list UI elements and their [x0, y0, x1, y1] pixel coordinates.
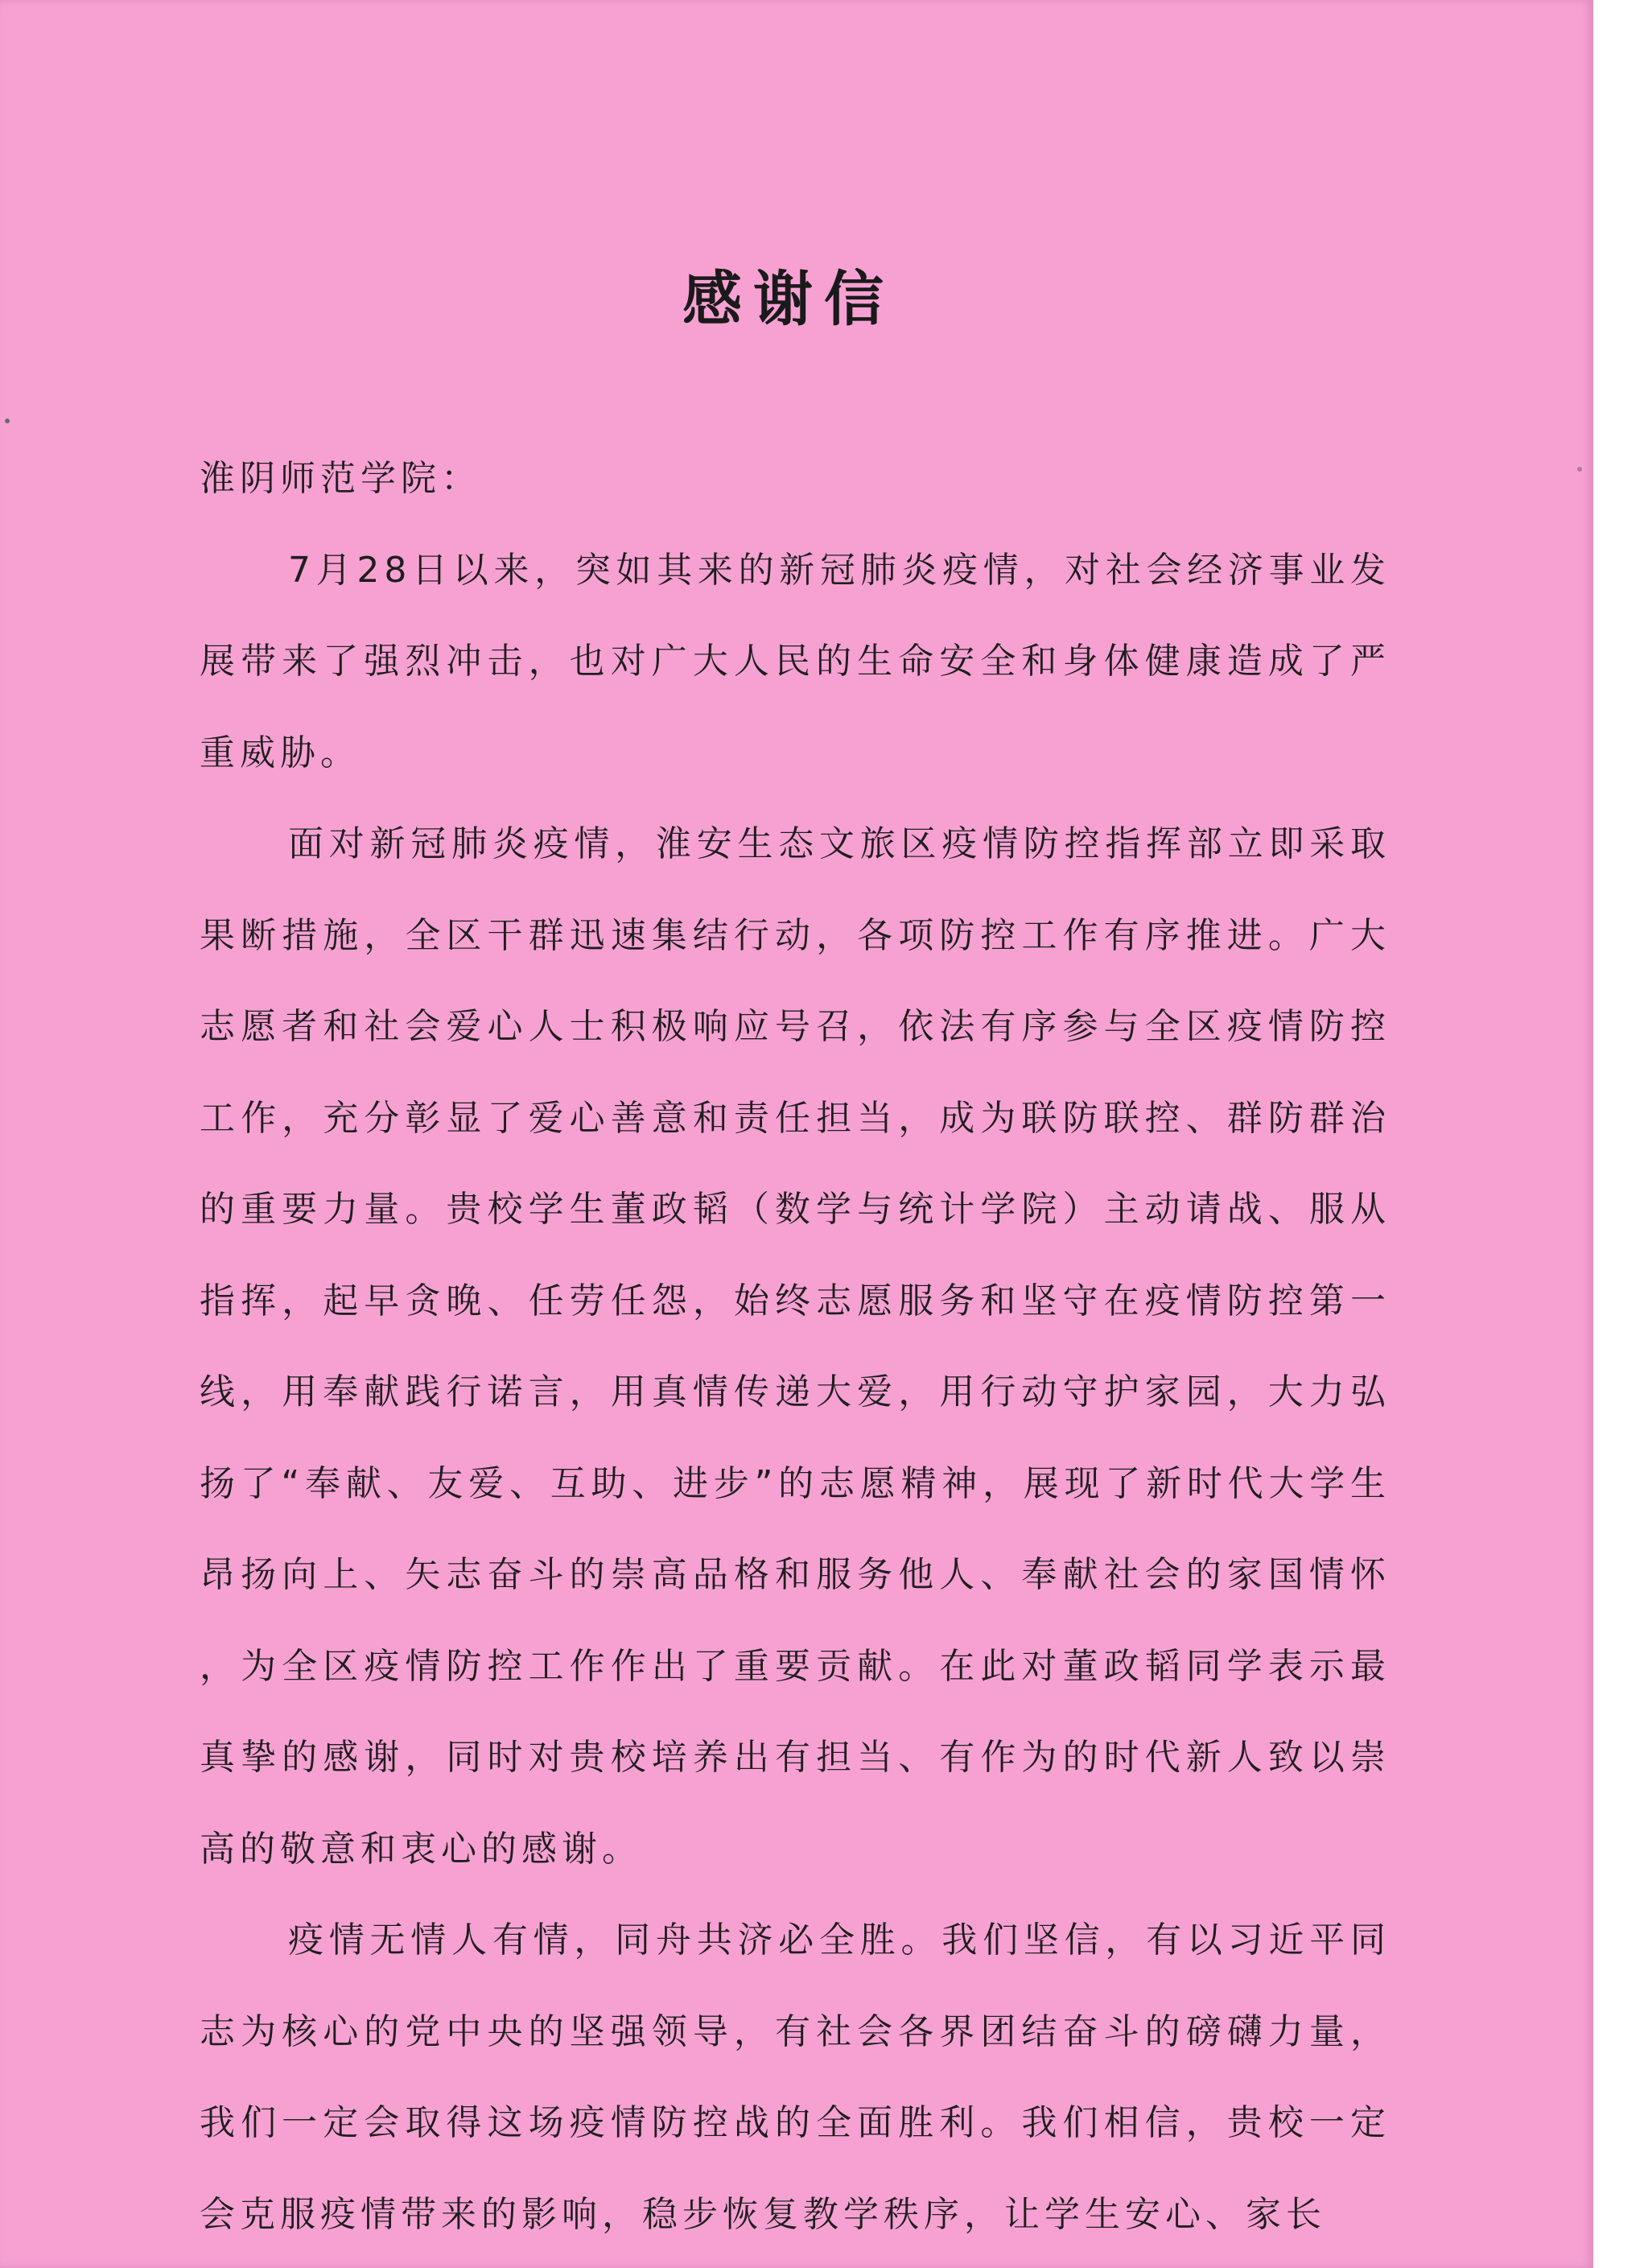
letter-paragraph-3: 疫情无情人有情，同舟共济必全胜。我们坚信，有以习近平同志为核心的党中央的坚强领导，有社会各界团结奋斗的磅礴力量，我们一定会取得这场疫情防控战的全面胜利。我们相信，贵校一定会克服疫情带来的影响，稳步恢复教学秩序，让学生安心、家长 — [200, 1920, 1390, 2235]
letter-title: 感谢信 — [682, 265, 895, 334]
letter-paragraph-2: 面对新冠肺炎疫情，淮安生态文旅区疫情防控指挥部立即采取果断措施，全区干群迅速集结行动，各项防控工作有序推进。广大志愿者和社会爱心人士积极响应号召，依法有序参与全区疫情防控工作，充分彰显了爱心善意和责任担当，成为联防联控、群防群治的重要力量。贵校学生董政韬（数学与统计学院）主动请战、服从指挥，起早贪晚、任劳任怨，始终志愿服务和坚守在疫情防控第一线，用奉献践行诺言，用真情传递大爱，用行动守护家园，大力弘扬了“奉献、友爱、互助、进步”的志愿精神，展现了新时代大学生昂扬向上、矢志奋斗的崇高品格和服务他人、奉献社会的家国情怀，为全区疫情防控工作作出了重要贡献。在此对董政韬同学表示最真挚的感谢，同时对贵校培养出有担当、有作为的时代新人致以崇高的敬意和衷心的感谢。 — [200, 823, 1390, 1870]
scan-speck — [1577, 467, 1582, 472]
letter-paragraph-1: 7月28日以来，突如其来的新冠肺炎疫情，对社会经济事业发展带来了强烈冲击，也对广大人民的生命安全和身体健康造成了严重威胁。 — [200, 549, 1390, 773]
letter-body — [200, 433, 1390, 2260]
scan-margin — [1593, 0, 1648, 2268]
scan-speck — [5, 419, 10, 423]
letter-salutation: 淮阴师范学院： — [200, 458, 481, 499]
